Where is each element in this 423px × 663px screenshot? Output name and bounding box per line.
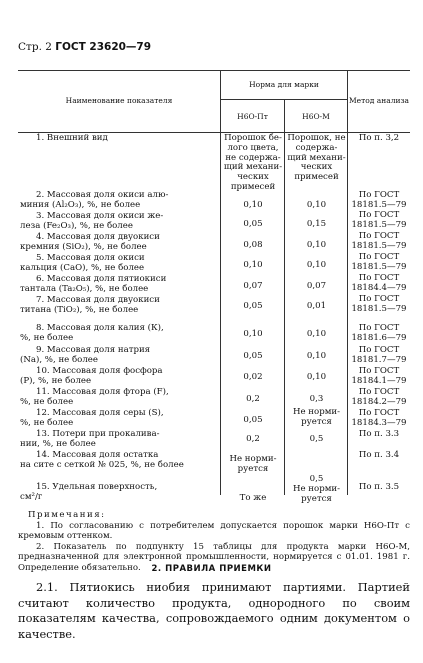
table-row-name: 14. Массовая доля остатка на сите с сеткой № 025, %, не более [20, 450, 184, 470]
table-cell-grade-1: 0,10 [243, 260, 263, 270]
table-cell-grade-1: 0,02 [243, 372, 263, 382]
table-cell-grade-1: 0,05 [243, 351, 263, 361]
table-cell-grade-2: 0,15 [306, 219, 327, 229]
table-cell-grade-1: То же [239, 493, 267, 503]
table-row-name: 2. Массовая доля окиси алю- миния (Al₂O₃), %, не более [20, 190, 169, 210]
table-cell-grade-1: 0,2 [246, 434, 260, 444]
table-cell-grade-1: 0,05 [243, 219, 263, 229]
table-cell-grade-1: 0,05 [243, 301, 263, 311]
table-cell-method: По ГОСТ 18184.4—79 [351, 273, 407, 293]
table-cell-method: По ГОСТ 18181.5—79 [351, 252, 407, 272]
table-row-name: 8. Массовая доля калия (К), %, не более [20, 323, 164, 343]
col-header-name: Наименование показателя [65, 96, 173, 105]
page-number: Стр. 2 [18, 41, 52, 53]
table-cell-grade-2: 0,10 [306, 240, 327, 250]
table-row-name: 13. Потери при прокалива- нии, %, не более [20, 429, 160, 449]
table-row-name: 3. Массовая доля окиси же- леза (Fe₂O₃), %, не более [20, 211, 164, 231]
specs-table [18, 70, 410, 504]
col-header-grade-2: Н6О-М [302, 112, 330, 121]
table-row-name: 1. Внешний вид [36, 133, 108, 143]
table-cell-method: По п. 3.3 [358, 429, 400, 439]
table-cell-method: По ГОСТ 18184.2—79 [351, 387, 407, 407]
table-cell-grade-2: 0,01 [306, 301, 327, 311]
standard-code: ГОСТ 23620—79 [55, 41, 152, 53]
table-cell-grade-2: 0,5 [309, 434, 324, 444]
table-row-name: 10. Массовая доля фосфора (P), %, не более [20, 366, 163, 386]
table-cell-method: По ГОСТ 18181.7—79 [351, 345, 407, 365]
body-text [18, 580, 410, 642]
table-cell-grade-1: 0,10 [243, 329, 263, 339]
table-cell-grade-1: 0,08 [243, 240, 263, 250]
section-title: 2. ПРАВИЛА ПРИЕМКИ [151, 564, 272, 574]
table-cell-grade-2: 0,10 [306, 351, 327, 361]
table-cell-grade-2: 0,10 [306, 260, 327, 270]
table-cell-method: По ГОСТ 18181.6—79 [351, 323, 407, 343]
table-cell-method: По п. 3.5 [358, 482, 400, 492]
col-header-grade-1: Н6О-Пт [237, 112, 268, 121]
table-cell-grade-2: Не норми- руется [292, 484, 341, 504]
table-cell-method: По п. 3,2 [358, 133, 400, 143]
table-cell-grade-2: 0,5 [309, 474, 324, 484]
table-row-name: 11. Массовая доля фтора (F), %, не более [20, 387, 169, 407]
table-cell-grade-1: 0,10 [243, 200, 263, 210]
table-cell-method: По ГОСТ 18181.5—79 [351, 231, 407, 251]
table-row-name: 5. Массовая доля окиси кальция (CaO), %, не более [20, 253, 145, 273]
table-cell-grade-1: Не норми- руется [229, 454, 277, 474]
table-cell-grade-2: 0,10 [306, 200, 327, 210]
table-cell-method: По п. 3.4 [358, 450, 400, 460]
table-row-name: 6. Массовая доля пятиокиси тантала (Ta₂O₅), %, не более [20, 274, 167, 294]
table-cell-grade-1: Порошок бе- лого цвета, не содержа- щий механи- ческих примесей [223, 133, 283, 192]
table-row-name: 12. Массовая доля серы (S), %, не более [20, 408, 164, 428]
table-cell-method: По ГОСТ 18184.1—79 [351, 366, 407, 386]
table-cell-grade-2: 0,07 [306, 281, 327, 291]
table-cell-grade-2: 0,10 [306, 372, 327, 382]
table-cell-method: По ГОСТ 18184.3—79 [351, 408, 407, 428]
note-2: 2. Показатель по подпункту 15 таблицы для продукта марки Н6О-М, предназначенной для электронной промышленности, нормируется с 01.01. 1981 г. Определение обязательно. [18, 541, 410, 573]
page-header [18, 41, 151, 53]
table-cell-grade-1: 0,05 [243, 415, 263, 425]
paragraph-2-1: 2.1. Пятиокись ниобия принимают партиями. Партией считают количество продукта, однородного по своим показателям качества, сопровождаемого одним документом о качестве. [18, 580, 410, 641]
table-row-name: 9. Массовая доля натрия (Na), %, не более [20, 345, 151, 365]
table-cell-method: По ГОСТ 18181.5—79 [351, 210, 407, 230]
table-cell-grade-2: Порошок, не содержа- щий механи- ческих примесей [287, 133, 346, 183]
table-cell-method: По ГОСТ 18181.5—79 [351, 294, 407, 314]
table-row-name: 7. Массовая доля двуокиси титана (TiO₂), %, не более [20, 295, 160, 315]
table-cell-grade-2: Не норми- руется [292, 407, 341, 427]
col-header-norm: Норма для марки [249, 80, 319, 89]
note-1: 1. По согласованию с потребителем допускается порошок марки Н6О-Пт с кремовым оттенком. [18, 520, 410, 541]
table-cell-grade-2: 0,10 [306, 329, 327, 339]
table-cell-grade-1: 0,2 [246, 394, 260, 404]
table-cell-grade-2: 0,3 [309, 394, 324, 404]
table-cell-method: По ГОСТ 18181.5—79 [351, 190, 407, 210]
col-header-method: Метод анализа [348, 96, 410, 105]
notes-title: Примечания: [28, 510, 106, 520]
table-row-name: 15. Удельная поверхность, см²/г [20, 482, 158, 502]
table-row-name: 4. Массовая доля двуокиси кремния (SiO₂), %, не более [20, 232, 160, 252]
table-cell-grade-1: 0,07 [243, 281, 263, 291]
